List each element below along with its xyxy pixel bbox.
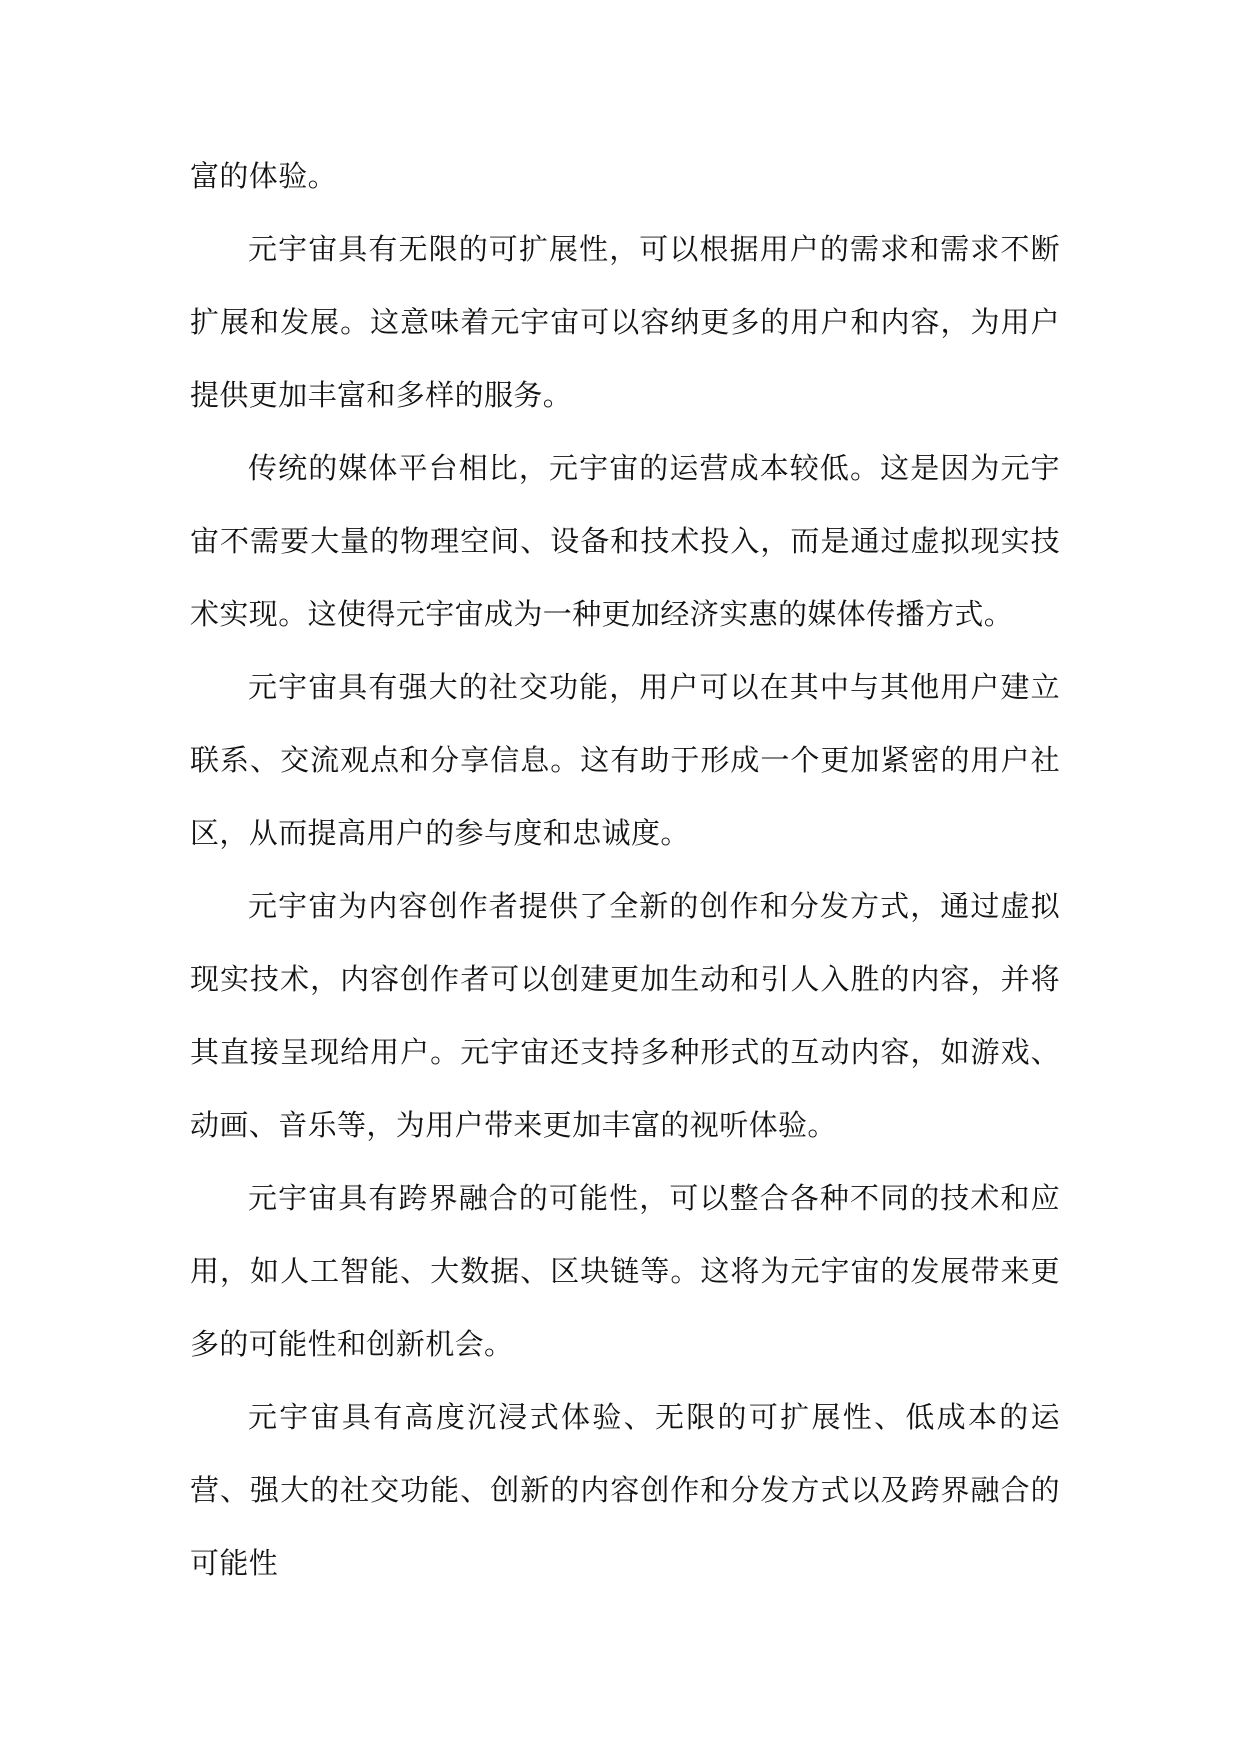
- document-body: [190, 140, 1060, 1600]
- paragraph-social-function: 元宇宙具有强大的社交功能，用户可以在其中与其他用户建立联系、交流观点和分享信息。这有助于形成一个更加紧密的用户社区，从而提高用户的参与度和忠诚度。: [190, 670, 1060, 850]
- paragraph-content-creation: 元宇宙为内容创作者提供了全新的创作和分发方式，通过虚拟现实技术，内容创作者可以创建更加生动和引人入胜的内容，并将其直接呈现给用户。元宇宙还支持多种形式的互动内容，如游戏、动画、音乐等，为用户带来更加丰富的视听体验。: [190, 889, 1060, 1142]
- paragraph-scalability: 元宇宙具有无限的可扩展性，可以根据用户的需求和需求不断扩展和发展。这意味着元宇宙可以容纳更多的用户和内容，为用户提供更加丰富和多样的服务。: [190, 232, 1060, 412]
- paragraph-operating-cost: 传统的媒体平台相比，元宇宙的运营成本较低。这是因为元宇宙不需要大量的物理空间、设备和技术投入，而是通过虚拟现实技术实现。这使得元宇宙成为一种更加经济实惠的媒体传播方式。: [190, 451, 1060, 631]
- paragraph-cross-integration: 元宇宙具有跨界融合的可能性，可以整合各种不同的技术和应用，如人工智能、大数据、区块链等。这将为元宇宙的发展带来更多的可能性和创新机会。: [190, 1181, 1060, 1361]
- paragraph-summary: 元宇宙具有高度沉浸式体验、无限的可扩展性、低成本的运营、强大的社交功能、创新的内容创作和分发方式以及跨界融合的可能性: [190, 1400, 1060, 1580]
- paragraph-continued: 富的体验。: [190, 159, 338, 193]
